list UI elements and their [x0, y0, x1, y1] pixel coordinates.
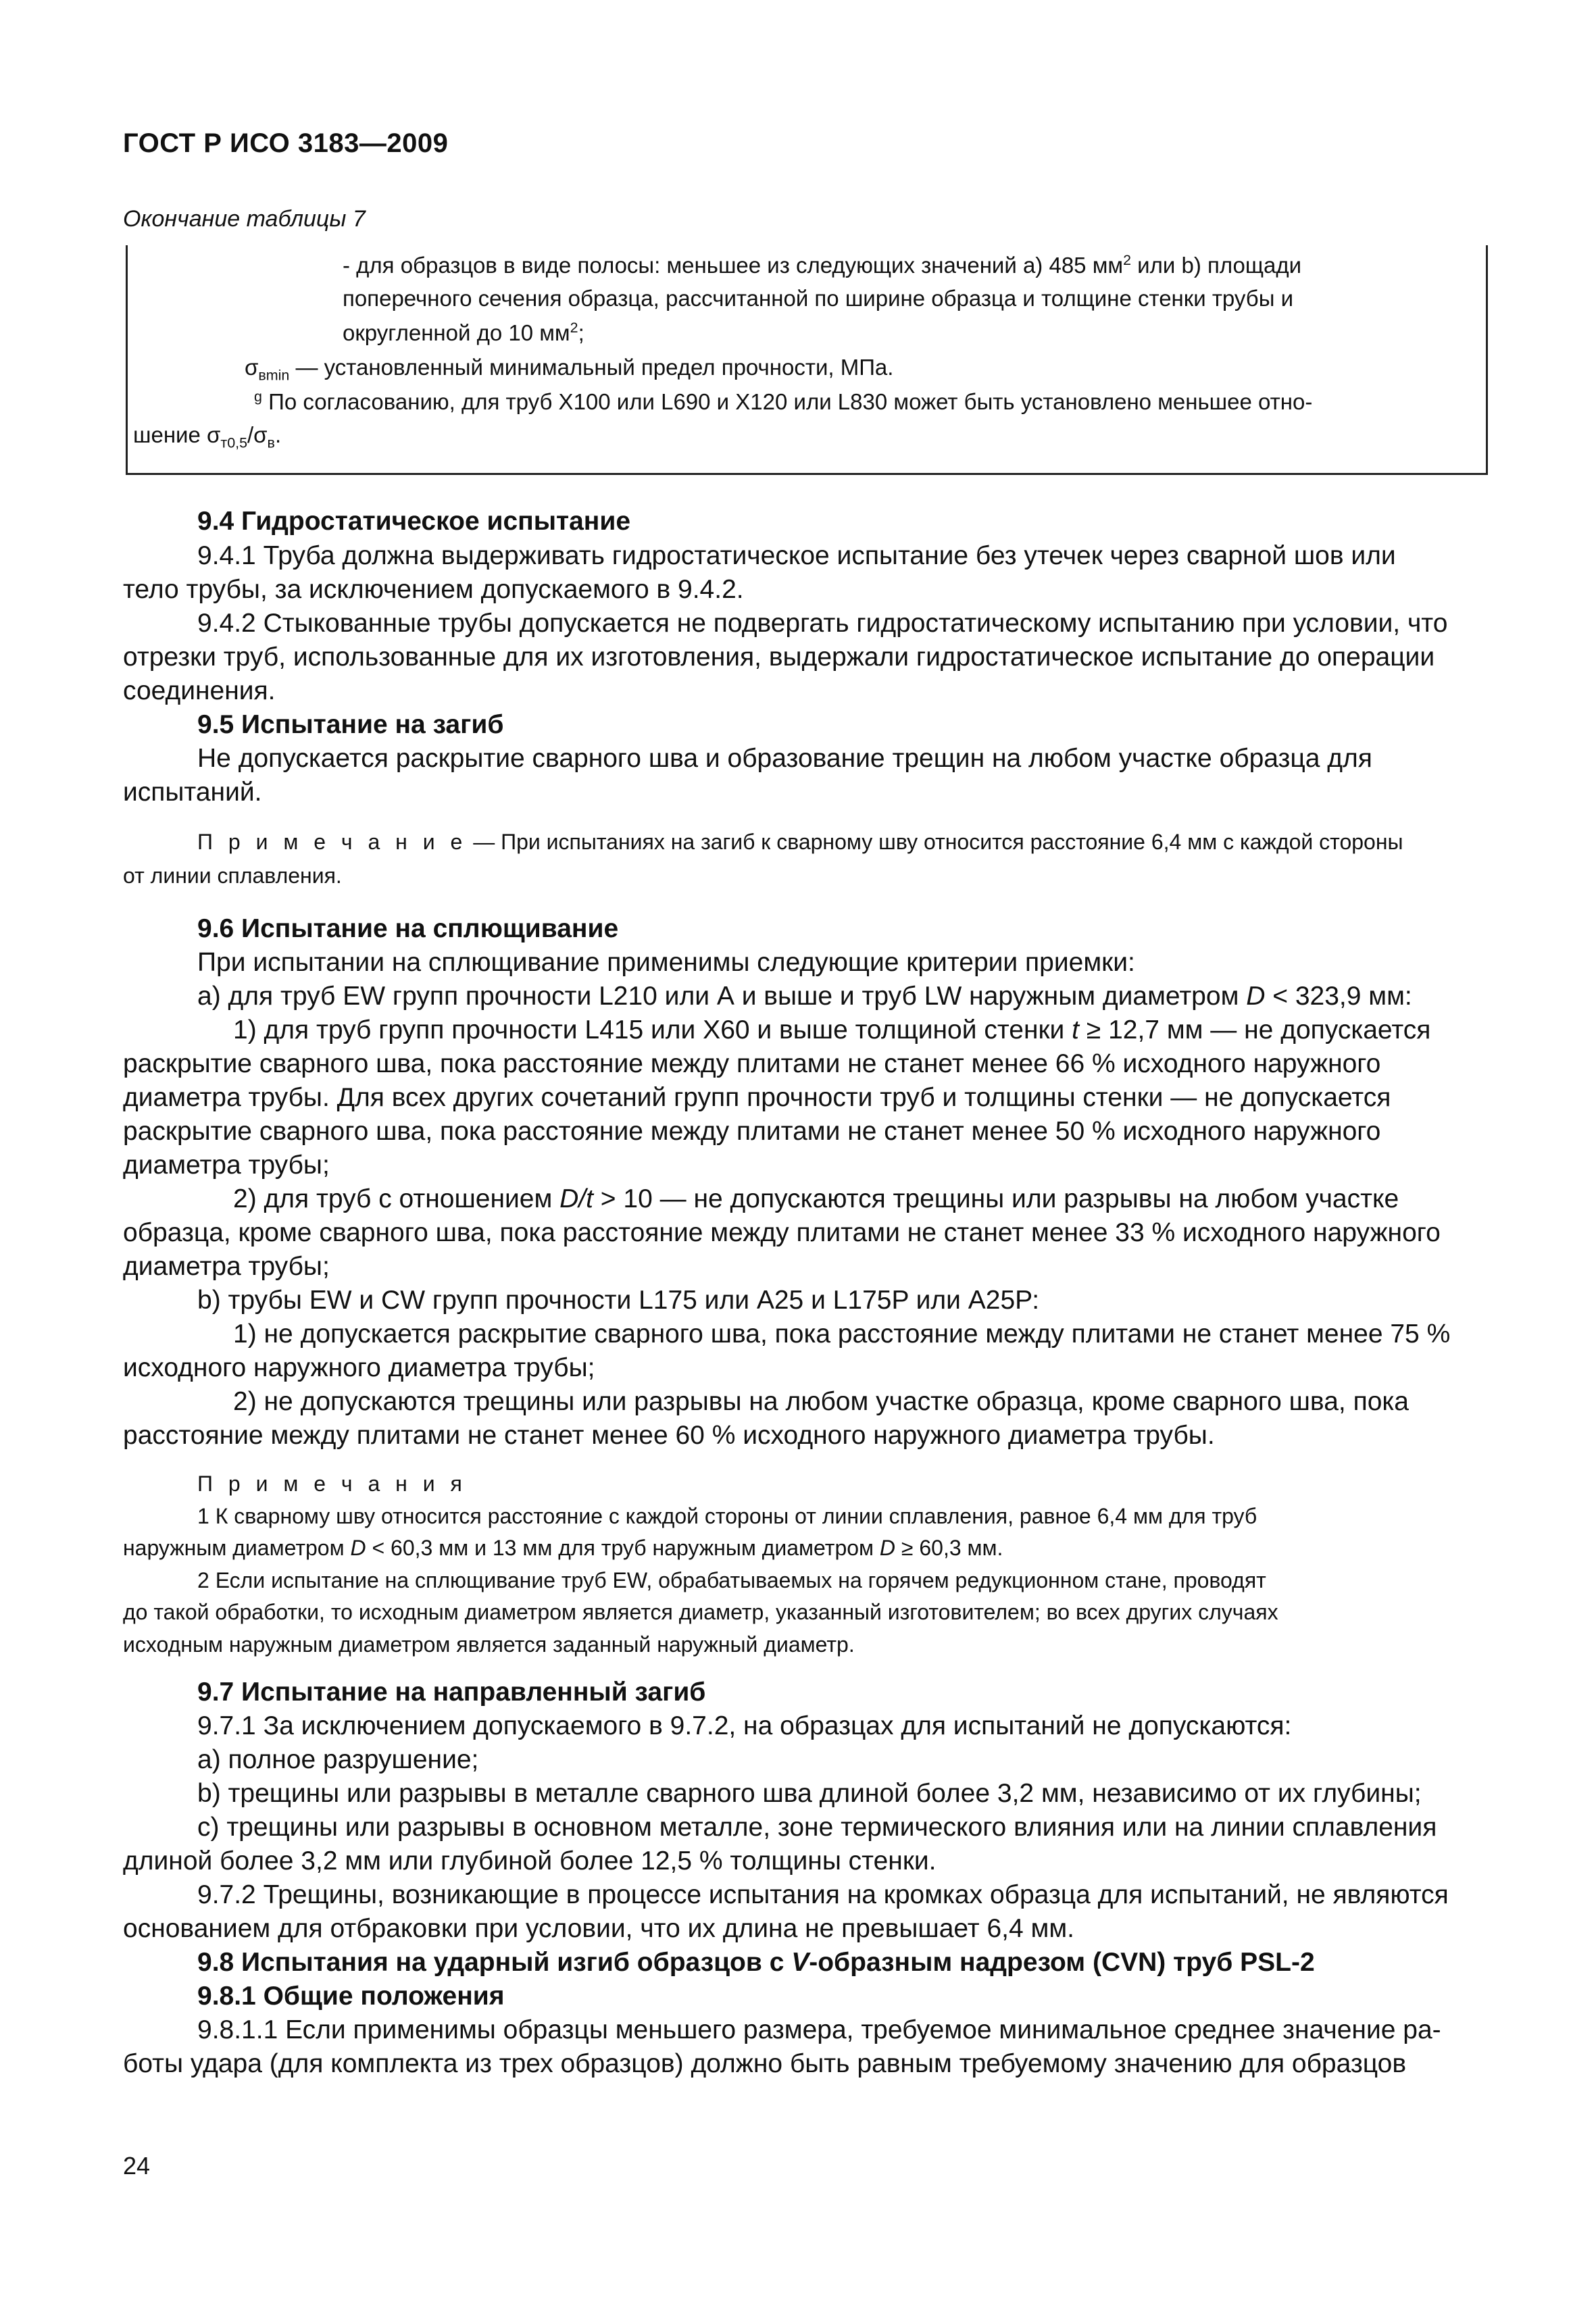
section-9-4-title: 9.4 Гидростатическое испытание [197, 507, 631, 536]
s95-note-line2: от линии сплавления. [123, 863, 342, 888]
document-header: ГОСТ Р ИСО 3183—2009 [123, 128, 449, 158]
section-9-6-title: 9.6 Испытание на сплющивание [197, 914, 619, 943]
s96-line8: 2) для труб с отношением D/t > 10 — не допускаются трещины или разрывы на любом участке [233, 1184, 1399, 1213]
s96-line3: 1) для труб групп прочности L415 или Х60 и выше толщиной стенки t ≥ 12,7 мм — не допускается [233, 1015, 1431, 1045]
table-line-4: $\sigma_{вmin}$ — установленный минимальный предел прочности, МПа. [245, 355, 894, 384]
table-line-5: $^g$ По согласованию, для труб Х100 или L690 и Х120 или L830 может быть установлено меньшее отно- [254, 388, 1313, 414]
s95-line1: Не допускается раскрытие сварного шва и образование трещин на любом участке образца для [197, 744, 1372, 773]
s96-note1-line2: наружным диаметром D < 60,3 мм и 13 мм для труб наружным диаметром D ≥ 60,3 мм. [123, 1536, 1003, 1560]
s96-line12: 1) не допускается раскрытие сварного шва, пока расстояние между плитами не станет менее 75 % [233, 1319, 1451, 1349]
s98-line2: боты удара (для комплекта из трех образцов) должно быть равным требуемому значению для образцов [123, 2049, 1407, 2078]
s96-line15: расстояние между плитами не станет менее 60 % исходного наружного диаметра трубы. [123, 1421, 1215, 1450]
section-9-8-title: 9.8 Испытания на ударный изгиб образцов с V-образным надрезом (CVN) труб PSL-2 [197, 1948, 1315, 1977]
s96-note1-line1: 1 К сварному шву относится расстояние с каждой стороны от линии сплавления, равное 6,4 мм для труб [197, 1504, 1257, 1528]
s96-notes-label: П р и м е ч а н и я [197, 1472, 467, 1496]
s96-line10: диаметра трубы; [123, 1252, 330, 1281]
section-9-8-1-title: 9.8.1 Общие положения [197, 1982, 505, 2011]
page-number: 24 [123, 2152, 151, 2180]
s97-line3: b) трещины или разрывы в металле сварного шва длиной более 3,2 мм, независимо от их глубины; [197, 1779, 1422, 1808]
s94-p1-line1: 9.4.1 Труба должна выдерживать гидростатическое испытание без утечек через сварной шов или [197, 541, 1396, 570]
s96-line13: исходного наружного диаметра трубы; [123, 1353, 595, 1382]
section-9-7-title: 9.7 Испытание на направленный загиб [197, 1678, 706, 1707]
s98-line1: 9.8.1.1 Если применимы образцы меньшего размера, требуемое минимальное среднее значение ра- [197, 2015, 1441, 2044]
table-line-1: - для образцов в виде полосы: меньшее из следующих значений a) 485 $мм^2$ или b) площади [343, 252, 1302, 278]
table-caption: Окончание таблицы 7 [123, 206, 366, 232]
s96-line11: b) трубы EW и CW групп прочности L175 или А25 и L175P или А25Р: [197, 1286, 1040, 1315]
s96-line14: 2) не допускаются трещины или разрывы на любом участке образца, кроме сварного шва, пока [233, 1387, 1409, 1416]
s95-line2: испытаний. [123, 778, 262, 807]
s96-line5: диаметра трубы. Для всех других сочетаний групп прочности труб и толщины стенки — не допускается [123, 1083, 1391, 1112]
s95-note-line1: П р и м е ч а н и е — При испытаниях на загиб к сварному шву относится расстояние 6,4 мм с каждой стороны [197, 830, 1403, 854]
table-line-3: округленной до 10 $мм^2$; [343, 320, 584, 345]
table-line-2: поперечного сечения образца, рассчитанной по ширине образца и толщине стенки трубы и [343, 286, 1294, 311]
s94-p2-line1: 9.4.2 Стыкованные трубы допускается не подвергать гидростатическому испытанию при условии, что [197, 609, 1448, 638]
s96-line7: диаметра трубы; [123, 1151, 330, 1180]
s96-line2: а) для труб EW групп прочности L210 или А и выше и труб LW наружным диаметром D < 323,9 мм: [197, 982, 1412, 1011]
s97-line5: длиной более 3,2 мм или глубиной более 12,5 % толщины стенки. [123, 1846, 937, 1876]
table-line-6: шение $\sigma_{т0,5}/\sigma_в$. [133, 422, 282, 451]
s96-note2-line3: исходным наружным диаметром является заданный наружный диаметр. [123, 1632, 855, 1657]
table-tail-box [126, 245, 1488, 475]
s94-p2-line2: отрезки труб, использованные для их изготовления, выдержали гидростатическое испытание до операции [123, 643, 1435, 672]
s94-p2-line3: соединения. [123, 676, 276, 705]
s97-line7: основанием для отбраковки при условии, что их длина не превышает 6,4 мм. [123, 1914, 1074, 1943]
s94-p1-line2: тело трубы, за исключением допускаемого в 9.4.2. [123, 575, 744, 604]
s96-line1: При испытании на сплющивание применимы следующие критерии приемки: [197, 948, 1135, 977]
s96-note2-line2: до такой обработки, то исходным диаметром является диаметр, указанный изготовителем; во всех других случаях [123, 1600, 1278, 1624]
s96-line6: раскрытие сварного шва, пока расстояние между плитами не станет менее 50 % исходного наружного [123, 1117, 1381, 1146]
s96-note2-line1: 2 Если испытание на сплющивание труб EW, обрабатываемых на горячем редукционном стане, проводят [197, 1568, 1266, 1592]
s97-line1: 9.7.1 За исключением допускаемого в 9.7.2, на образцах для испытаний не допускаются: [197, 1711, 1292, 1740]
s97-line4: с) трещины или разрывы в основном металле, зоне термического влияния или на линии сплавления [197, 1813, 1437, 1842]
s97-line2: а) полное разрушение; [197, 1745, 479, 1774]
section-9-5-title: 9.5 Испытание на загиб [197, 710, 504, 739]
s96-line9: образца, кроме сварного шва, пока расстояние между плитами не станет менее 33 % исходного наружного [123, 1218, 1441, 1247]
s97-line6: 9.7.2 Трещины, возникающие в процессе испытания на кромках образца для испытаний, не являются [197, 1880, 1449, 1909]
s96-line4: раскрытие сварного шва, пока расстояние между плитами не станет менее 66 % исходного наружного [123, 1049, 1381, 1078]
